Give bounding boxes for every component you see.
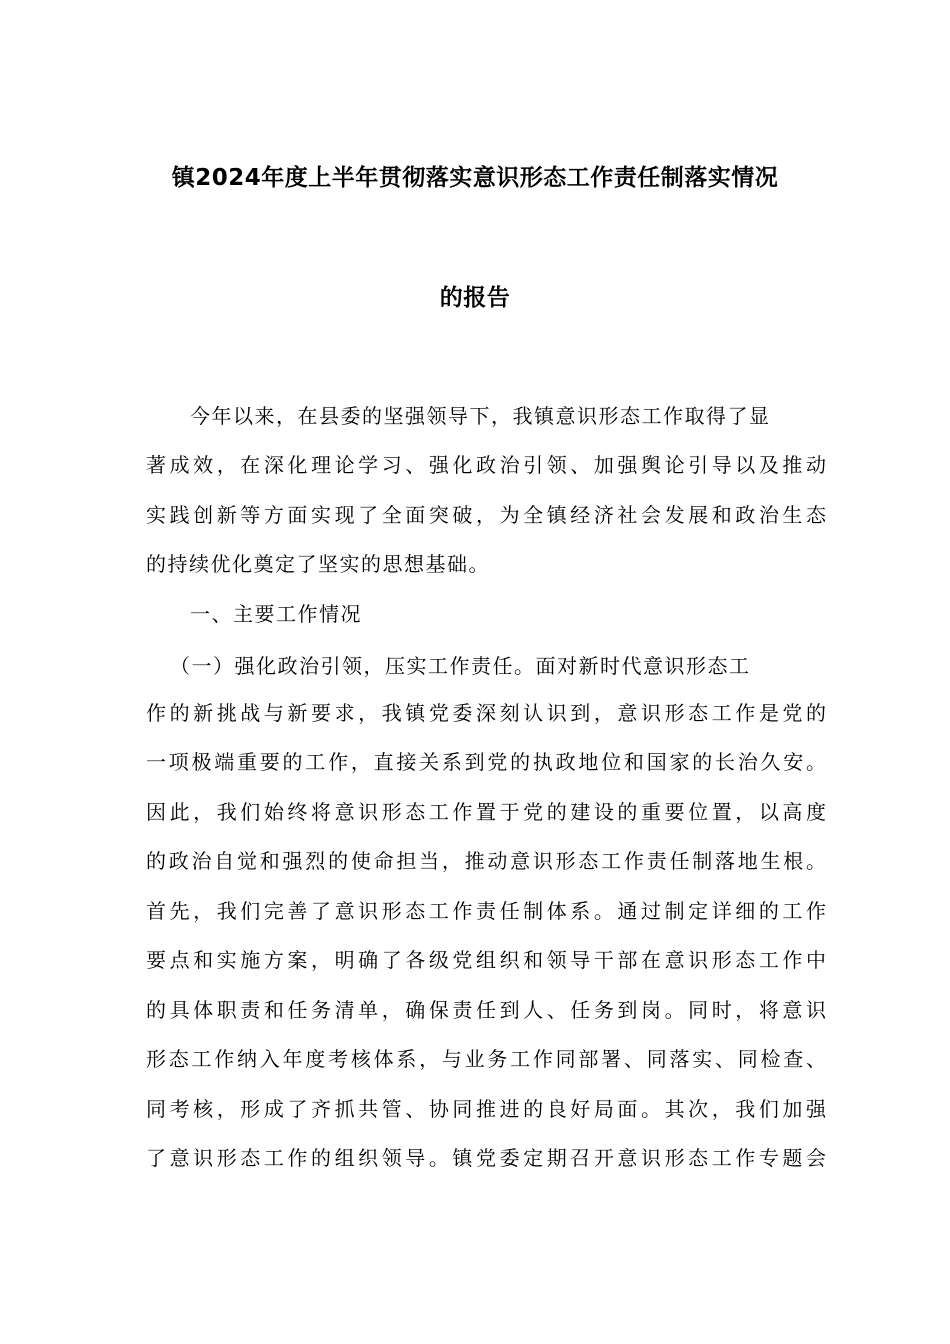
paragraph-1-line-1: 今年以来，在县委的坚强领导下，我镇意识形态工作取得了显	[190, 404, 771, 428]
paragraph-2-line-11: 了意识形态工作的组织领导。镇党委定期召开意识形态工作专题会	[146, 1146, 826, 1170]
paragraph-2-line-4: 因此，我们始终将意识形态工作置于党的建设的重要位置，以高度	[146, 800, 826, 824]
paragraph-2-line-1: （一）强化政治引领，压实工作责任。面对新时代意识形态工	[170, 654, 751, 678]
paragraph-1-line-4: 的持续优化奠定了坚实的思想基础。	[146, 552, 490, 576]
document-title-line-1: 镇2024年度上半年贯彻落实意识形态工作责任制落实情况	[171, 165, 779, 191]
paragraph-2-line-9: 形态工作纳入年度考核体系，与业务工作同部署、同落实、同检查、	[146, 1047, 826, 1071]
section-heading-1: 一、主要工作情况	[190, 602, 362, 626]
paragraph-2-line-3: 一项极端重要的工作，直接关系到党的执政地位和国家的长治久安。	[146, 750, 826, 774]
paragraph-1-line-3: 实践创新等方面实现了全面突破，为全镇经济社会发展和政治生态	[146, 503, 826, 527]
paragraph-2-line-6: 首先，我们完善了意识形态工作责任制体系。通过制定详细的工作	[146, 899, 826, 923]
paragraph-2-line-2: 作的新挑战与新要求，我镇党委深刻认识到，意识形态工作是党的	[146, 701, 826, 725]
paragraph-2-line-8: 的具体职责和任务清单，确保责任到人、任务到岗。同时，将意识	[146, 998, 826, 1022]
paragraph-2-line-7: 要点和实施方案，明确了各级党组织和领导干部在意识形态工作中	[146, 948, 826, 972]
paragraph-2-line-10: 同考核，形成了齐抓共管、协同推进的良好局面。其次，我们加强	[146, 1097, 826, 1121]
paragraph-1-line-2: 著成效，在深化理论学习、强化政治引领、加强舆论引导以及推动	[146, 453, 826, 477]
document-title-line-2: 的报告	[439, 285, 511, 311]
paragraph-2-line-5: 的政治自觉和强烈的使命担当，推动意识形态工作责任制落地生根。	[146, 849, 826, 873]
